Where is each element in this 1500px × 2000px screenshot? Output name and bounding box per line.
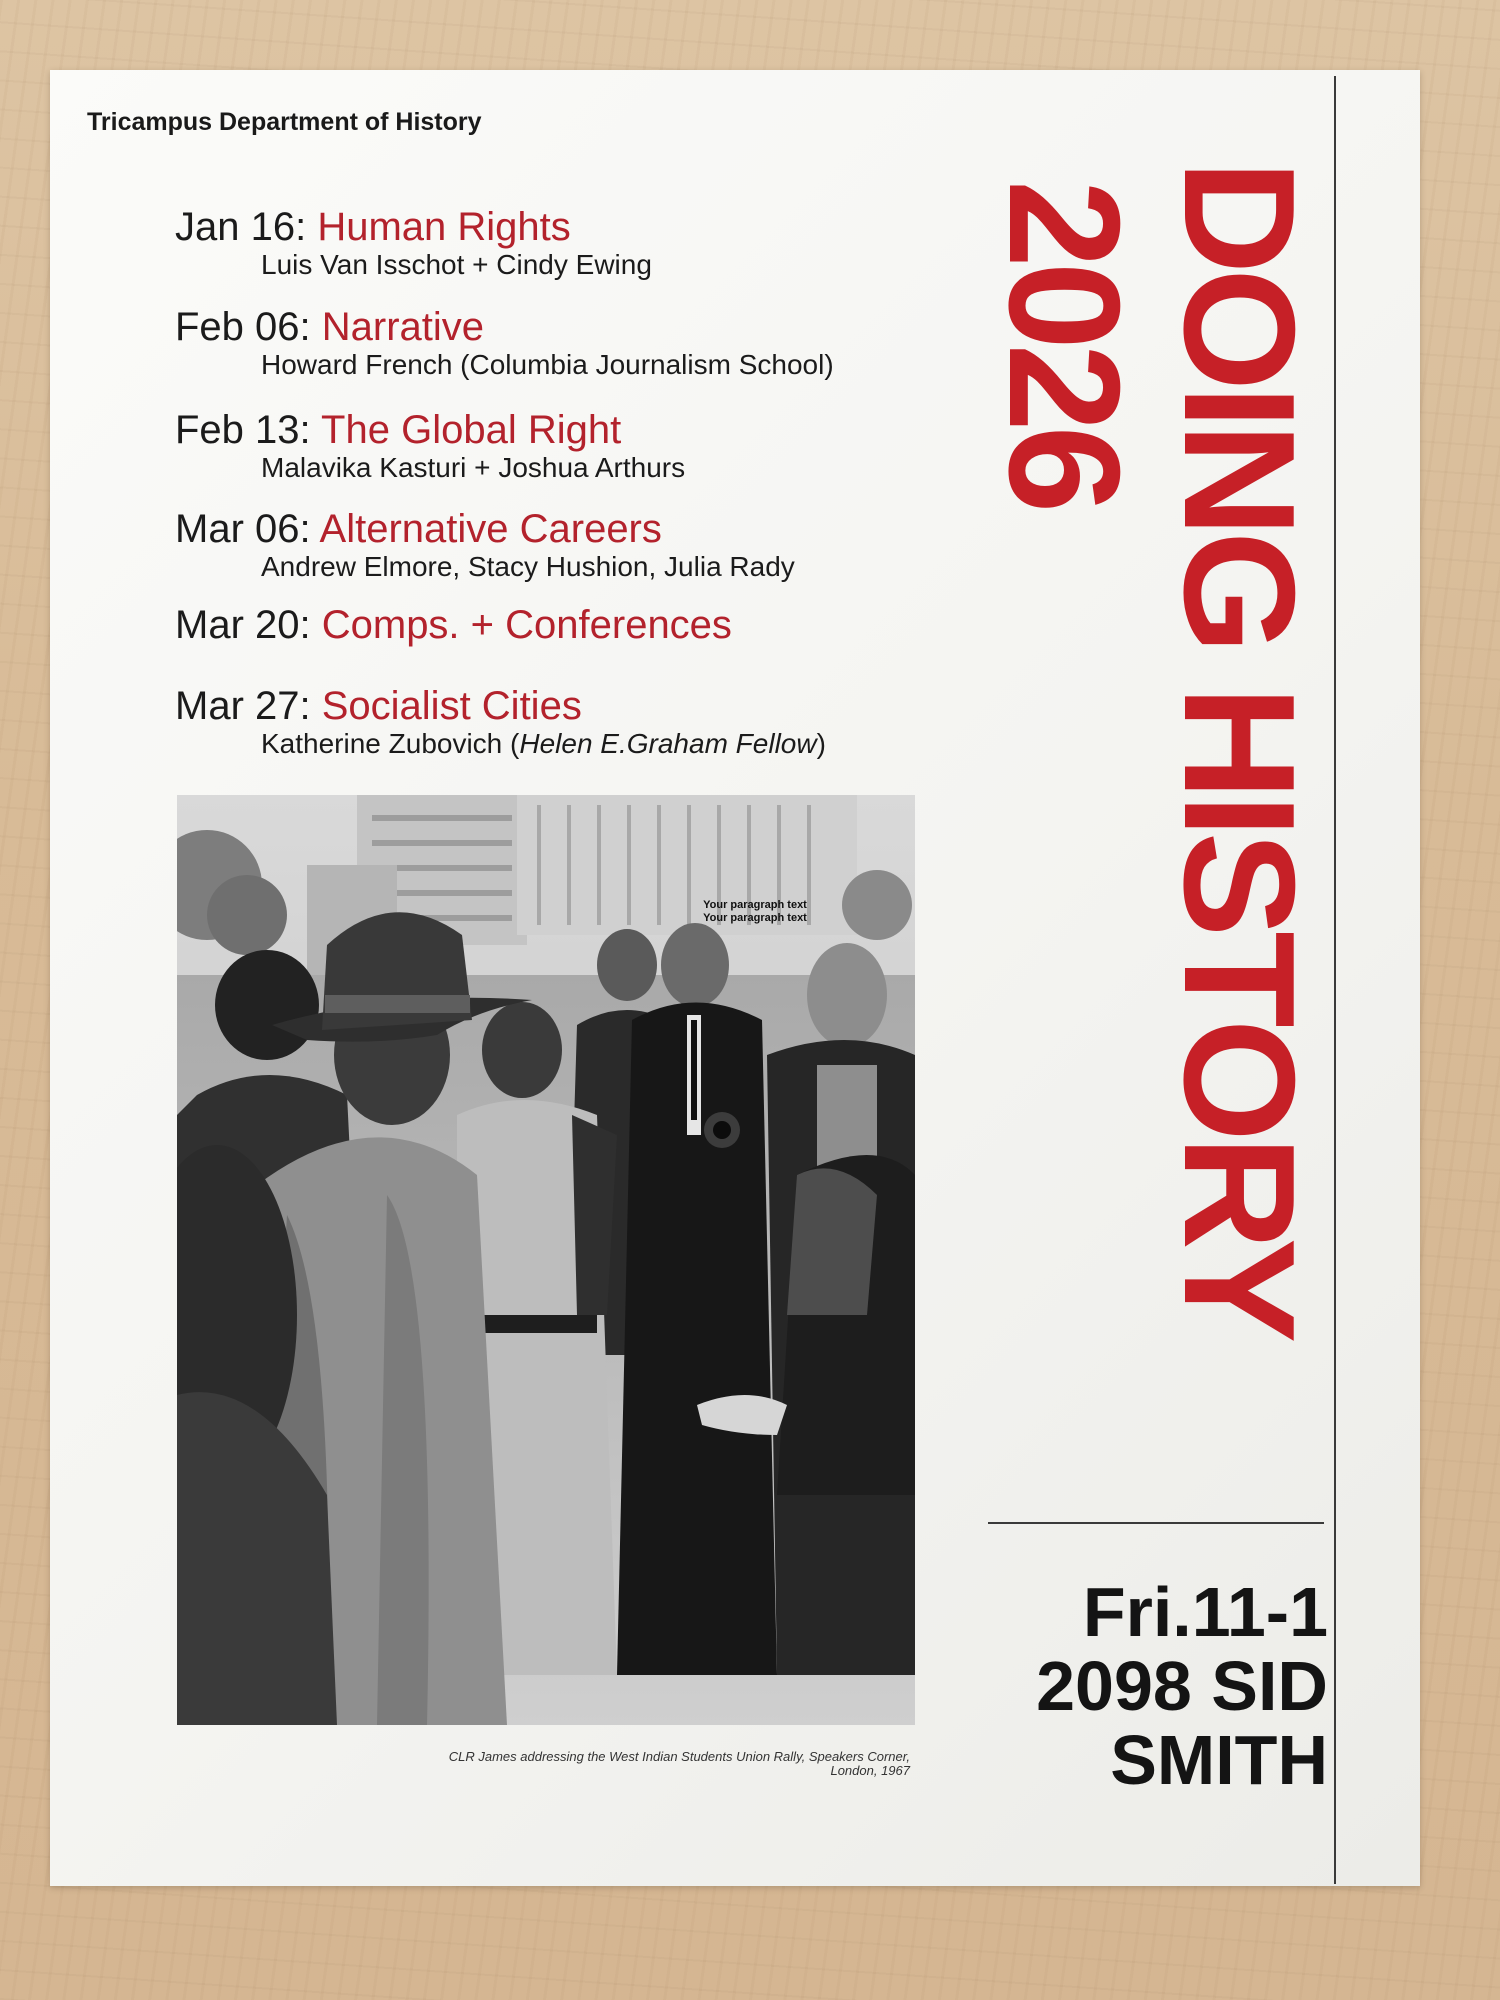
rally-photo [177, 795, 915, 1725]
event-date: Mar 06: [175, 507, 311, 551]
photo-placeholder-text: Your paragraph text [703, 899, 807, 911]
event-topic: The Global Right [321, 408, 622, 452]
title-doing-history: DOING HISTORY [1151, 160, 1327, 1338]
event-speakers: Andrew Elmore, Stacy Hushion, Julia Rady [261, 551, 795, 582]
event-mar-06 [175, 507, 795, 583]
event-date: Mar 27: [175, 684, 311, 728]
event-details [950, 1575, 1328, 1797]
department-name: Tricampus Department of History [87, 108, 482, 136]
event-topic: Socialist Cities [321, 684, 582, 728]
event-topic: Comps. + Conferences [321, 603, 732, 647]
event-mar-20 [175, 603, 732, 647]
event-topic: Alternative Careers [319, 507, 662, 551]
time-slot: Fri.11-1 [1082, 1573, 1328, 1651]
event-topic: Narrative [321, 305, 485, 349]
event-date: Feb 06: [175, 305, 311, 349]
title-year: 2026 [976, 180, 1152, 508]
event-jan-16 [175, 205, 652, 281]
poster [50, 70, 1420, 1886]
vertical-divider [1334, 76, 1336, 1884]
event-mar-27 [175, 684, 826, 760]
event-date: Feb 13: [175, 408, 311, 452]
event-speakers: Luis Van Isschot + Cindy Ewing [261, 249, 652, 280]
event-feb-06 [175, 305, 834, 381]
event-feb-13 [175, 408, 685, 484]
event-date: Jan 16: [175, 205, 307, 249]
room-number: 2098 SID [1036, 1647, 1328, 1725]
photo-caption: CLR James addressing the West Indian Students Union Rally, Speakers Corner, London, 1967 [448, 1749, 910, 1778]
event-date: Mar 20: [175, 603, 311, 647]
event-speakers: Howard French (Columbia Journalism School) [261, 349, 834, 380]
event-speakers: Malavika Kasturi + Joshua Arthurs [261, 452, 686, 483]
photo-placeholder-text: Your paragraph text [703, 912, 807, 924]
fellowship-name: Helen E.Graham Fellow [519, 728, 817, 759]
building-name: SMITH [1110, 1721, 1328, 1799]
event-topic: Human Rights [317, 205, 571, 249]
event-speakers: Katherine Zubovich (Helen E.Graham Fellow) [261, 728, 826, 759]
